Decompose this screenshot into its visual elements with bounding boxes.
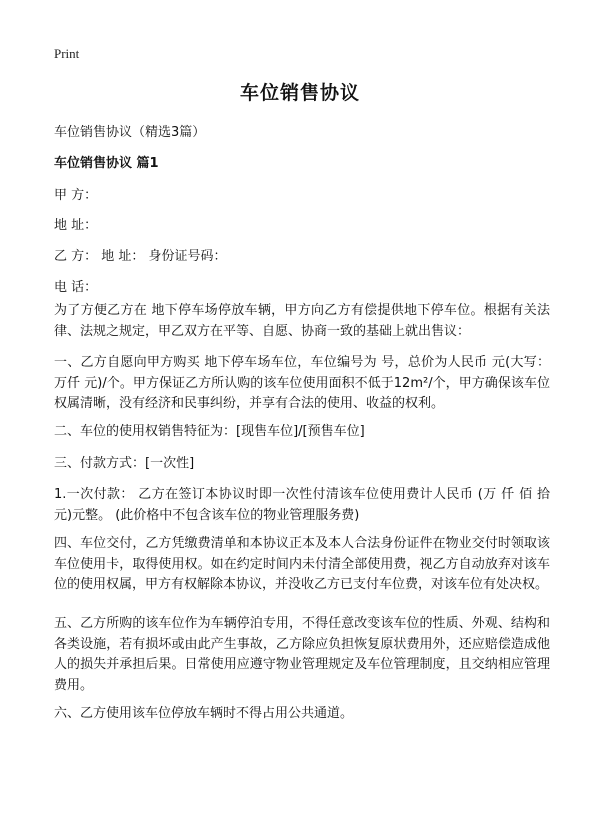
paragraph-clause-3: 三、付款方式：[一次性] [54,456,195,471]
paragraph-clause-6: 六、乙方使用该车位停放车辆时不得占用公共通道。 [54,706,354,721]
paragraph-clause-5: 五、乙方所购的该车位作为车辆停泊专用，不得任意改变该车位的性质、外观、结构和各类设施，若有损坏或由此产生事故，乙方除应负担恢复原状费用外，还应赔偿造成他人的损失并承担后果。日常使用应遵守物业管理规定及车位管理制度，且交纳相应管理费用。 [54,616,550,693]
paragraph-clause-4: 四、车位交付，乙方凭缴费清单和本协议正本及本人合法身份证件在物业交付时领取该车位使用卡，取得使用权。如在约定时间内未付清全部使用费，视乙方自动放弃对该车位的使用权属，甲方有权解除本协议，并没收乙方已支付车位费，对该车位有处决权。 [54,536,550,592]
address-line: 地 址： [54,218,98,233]
paragraph-intro: 为了方便乙方在 地下停车场停放车辆，甲方向乙方有偿提供地下停车位。根据有关法律、法规之规定，甲乙双方在平等、自愿、协商一致的基础上就出售议： [54,303,550,339]
paragraph-clause-1: 一、乙方自愿向甲方购买 地下停车场车位，车位编号为 号，总价为人民币 元(大写： 万仟 元)/个。甲方保证乙方所认购的该车位使用面积不低于12m²/个，甲方确保该车位权属清晰，没有经济和民事纠纷，并享有合法的使用、收益的权利。 [54,355,550,411]
print-link[interactable]: Print [54,46,80,61]
paragraph-payment: 1.一次付款： 乙方在签订本协议时即一次性付清该车位使用费计人民币 (万 仟 佰 拾 元)元整。 (此价格中不包含该车位的物业管理服务费) [54,487,550,523]
phone-line: 电 话： [54,280,98,295]
section-heading: 车位销售协议 篇1 [54,156,159,171]
page-title: 车位销售协议 [239,82,360,104]
party-b-line: 乙 方： 地 址： 身份证号码： [54,249,227,264]
document-subtitle: 车位销售协议（精选3篇） [54,125,206,140]
party-a-line: 甲 方： [54,188,98,203]
paragraph-clause-2: 二、车位的使用权销售特征为：[现售车位]/[预售车位] [54,424,365,439]
